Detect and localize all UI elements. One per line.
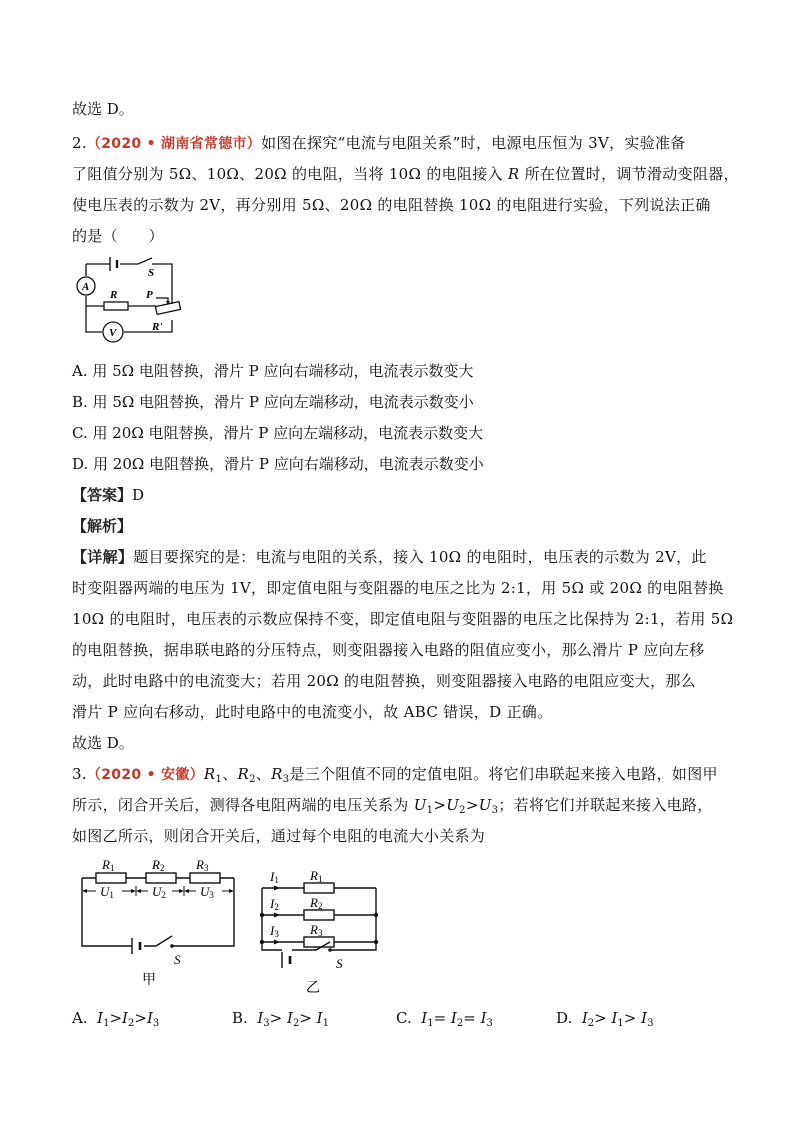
switch-label: S <box>148 267 155 279</box>
voltage-u2-label: U2 <box>152 884 166 900</box>
voltage-u3-label: U3 <box>200 884 214 900</box>
q2-detail-line-4: 的电阻替换，据串联电路的分压特点，则变阻器接入电路的阻值应变小，那么滑片 P 应向左移 <box>72 641 705 659</box>
switch-label: S <box>174 952 181 967</box>
q3-stem-line-2: 所示，闭合开关后，测得各电阻两端的电压关系为 $U_1>U_2>U_3$；若将它们并联起来接入电路， <box>72 796 713 816</box>
q3-stem-line-1: 3.（2020 • 安徽）$R_1$、$R_2$、$R_3$是三个阻值不同的定值电阻。将它们串联起来接入电路，如图甲 <box>72 765 718 785</box>
q3-option-a: A. $I_1>I_2>I_3$ <box>72 1009 160 1029</box>
q2-analysis-tag: 【解析】 <box>72 517 133 535</box>
figure-caption-jia: 甲 <box>142 973 156 988</box>
q2-stem-line-4: 的是（ ） <box>72 227 164 245</box>
q3-option-d: D. $I_2> I_1> I_3$ <box>556 1009 654 1029</box>
q2-circuit-diagram <box>72 254 184 344</box>
q2-detail-line-1: 【详解】题目要探究的是：电流与电阻的关系，接入 10Ω 的电阻时，电压表的示数为 2V，此 <box>72 548 707 566</box>
ammeter-label: A <box>82 281 90 293</box>
resistor-r1-label: R1 <box>310 868 323 884</box>
voltmeter-label: V <box>109 327 117 339</box>
current-i3-label: I3 <box>270 923 279 939</box>
current-i1-label: I1 <box>270 869 279 885</box>
q2-option-d: D. 用 20Ω 电阻替换，滑片 P 应向右端移动，电流表示数变小 <box>72 455 484 473</box>
resistor-r2-label: R2 <box>310 895 323 911</box>
resistor-r2-label: R2 <box>152 857 165 873</box>
q2-stem-line-3: 使电压表的示数为 2V，再分别用 5Ω、20Ω 的电阻替换 10Ω 的电阻进行实验，下列说法正确 <box>72 196 711 214</box>
resistor-r3-label: R3 <box>310 922 323 938</box>
q2-answer: 【答案】D <box>72 486 145 504</box>
question-source: （2020 • 安徽） <box>86 767 204 783</box>
q2-option-c: C. 用 20Ω 电阻替换，滑片 P 应向左端移动，电流表示数变大 <box>72 424 484 442</box>
slider-label: P <box>146 289 153 301</box>
question-number: 3. <box>72 765 87 783</box>
resistor-r3-label: R3 <box>196 857 209 873</box>
question-source: （2020 • 湖南省常德市） <box>86 136 262 152</box>
q2-detail-line-2: 时变阻器两端的电压为 1V，即定值电阻与变阻器的电压之比为 2:1，用 5Ω 或 20Ω 的电阻替换 <box>72 579 724 597</box>
previous-answer: 故选 D。 <box>72 100 134 118</box>
voltage-u1-label: U1 <box>100 884 114 900</box>
switch-label: S <box>336 956 343 971</box>
q2-detail-line-6: 滑片 P 应向右移动，此时电路中的电流变小，故 ABC 错误，D 正确。 <box>72 703 553 721</box>
resistor-label: R <box>110 289 118 301</box>
q2-detail-line-5: 动，此时电路中的电流变大；若用 20Ω 的电阻替换，则变阻器接入电路的电阻应变大，那么 <box>72 672 696 690</box>
q2-option-a: A. 用 5Ω 电阻替换，滑片 P 应向右端移动，电流表示数变大 <box>72 362 474 380</box>
q3-series-circuit-jia <box>74 856 244 1000</box>
q2-conclusion: 故选 D。 <box>72 734 134 752</box>
resistor-r1-label: R1 <box>102 857 115 873</box>
current-i2-label: I2 <box>270 896 279 912</box>
q3-option-c: C. $I_1= I_2= I_3$ <box>396 1009 493 1029</box>
rheostat-label: R' <box>152 321 163 333</box>
q3-parallel-circuit-yi <box>256 860 386 1000</box>
q2-option-b: B. 用 5Ω 电阻替换，滑片 P 应向左端移动，电流表示数变小 <box>72 393 474 411</box>
figure-caption-yi: 乙 <box>306 981 320 996</box>
q2-stem-line-1: 2.（2020 • 湖南省常德市）如图在探究“电流与电阻关系”时，电源电压恒为 3V，实验准备 <box>72 134 686 152</box>
q3-stem-line-3: 如图乙所示，则闭合开关后，通过每个电阻的电流大小关系为 <box>72 827 486 845</box>
q2-stem-line-2: 了阻值分别为 5Ω、10Ω、20Ω 的电阻，当将 10Ω 的电阻接入 R 所在位置时，调节滑动变阻器， <box>72 165 739 183</box>
q2-detail-line-3: 10Ω 的电阻时，电压表的示数应保持不变，即定值电阻与变阻器的电压之比保持为 2:1，若用 5Ω <box>72 610 734 628</box>
question-number: 2. <box>72 134 87 152</box>
q3-option-b: B. $I_3> I_2> I_1$ <box>232 1009 329 1029</box>
